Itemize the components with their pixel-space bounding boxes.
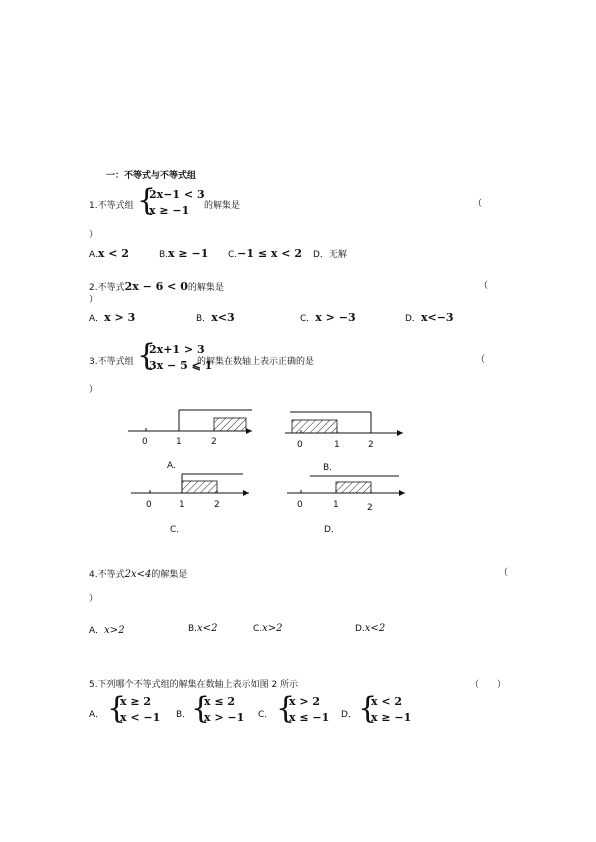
brace-icon: { — [191, 691, 211, 726]
q3-prefix: 3.不等式组 — [89, 357, 134, 367]
q4-option-d-expr: x<2 — [364, 623, 386, 634]
q2-option-a-label: A． — [89, 314, 105, 324]
q1-option-a-expr: x < 2 — [97, 247, 129, 260]
tick-label-2: 2 — [368, 440, 374, 450]
q3-paren-close: ） — [89, 385, 99, 395]
tick-label-0: 0 — [146, 500, 152, 510]
tick-label-0: 0 — [142, 437, 148, 447]
tick-label-0: 0 — [297, 440, 303, 450]
q2-option-b-expr: x<3 — [211, 311, 235, 324]
q5-option-d-row2: x ≥ −1 — [371, 711, 412, 724]
hatched-region — [336, 482, 371, 493]
option-label-b: B． — [323, 463, 339, 473]
q4-option-d[interactable] — [355, 623, 385, 634]
brace-icon: { — [137, 183, 157, 218]
hatched-region — [214, 418, 246, 431]
q1-row2: x ≥ −1 — [149, 204, 190, 217]
q5-option-a-row2: x < −1 — [120, 711, 161, 724]
q2-expr: 2x − 6 < 0 — [124, 280, 188, 293]
q5-text: 5.下列哪个不等式组的解集在数轴上表示如图 2 所示 — [89, 680, 299, 690]
q1-option-d[interactable]: D．无解 — [313, 250, 347, 260]
q5-option-c-row1: x > 2 — [289, 695, 321, 708]
section-title: 一：不等式与不等式组 — [106, 171, 197, 181]
q1-paren-open: （ — [473, 199, 483, 209]
q4-expr: 2x<4 — [124, 569, 152, 580]
q5-option-c-label[interactable]: C． — [258, 710, 274, 720]
q4-option-b-expr: x<2 — [197, 623, 218, 634]
q5-option-b-row2: x > −1 — [204, 711, 245, 724]
q4-suffix: 的解集是 — [151, 570, 188, 580]
q4-option-c-label: C. — [253, 624, 263, 634]
tick-label-2: 2 — [211, 437, 217, 447]
q2-option-c-label: C． — [300, 314, 316, 324]
hatched-region — [292, 420, 337, 433]
q1-option-c-expr: −1 ≤ x < 2 — [237, 247, 302, 260]
q2-option-d-label: D． — [405, 314, 421, 324]
q4-paren-open: （ — [499, 568, 509, 578]
arrow-right-icon — [397, 430, 403, 436]
number-line-c[interactable] — [131, 474, 249, 535]
q3-suffix: 的解集在数轴上表示正确的是 — [197, 357, 315, 367]
tick-label-0: 0 — [297, 500, 303, 510]
q1-option-c-label: C. — [228, 250, 238, 260]
q2-suffix: 的解集是 — [187, 283, 224, 293]
tick-label-1: 1 — [333, 500, 339, 510]
number-line-b[interactable] — [285, 412, 403, 473]
option-label-a: A． — [167, 461, 183, 471]
q3-row1: 2x+1 > 3 — [149, 343, 205, 356]
tick-label-2: 2 — [367, 503, 373, 513]
arrow-right-icon — [399, 490, 405, 496]
arrow-right-icon — [246, 428, 252, 434]
tick-label-2: 2 — [214, 500, 220, 510]
brace-icon: { — [358, 691, 378, 726]
q4-option-a-label: A． — [89, 626, 105, 636]
q2-option-d-expr: x<−3 — [420, 311, 454, 324]
tick-label-1: 1 — [334, 440, 340, 450]
q4-option-c[interactable] — [253, 623, 283, 634]
q2-option-b-label: B． — [196, 314, 212, 324]
number-line-d[interactable] — [287, 476, 405, 535]
q3-row2: 3x − 5 ⩽ 1 — [149, 359, 213, 372]
tick-label-1: 1 — [176, 437, 182, 447]
q1-prefix: 1.不等式组 — [89, 201, 134, 211]
q5-option-d-label[interactable]: D． — [341, 710, 357, 720]
q5-paren: （ ） — [470, 680, 507, 690]
q5-option-d-row1: x < 2 — [371, 695, 403, 708]
q5-option-b-label[interactable]: B． — [176, 710, 192, 720]
q4-line — [89, 567, 187, 580]
q2-paren-open: （ — [479, 281, 489, 291]
q2-option-c-expr: x > −3 — [315, 311, 356, 324]
option-label-d: D． — [324, 525, 340, 535]
q4-option-a[interactable] — [89, 623, 125, 636]
q2-option-a-expr: x > 3 — [104, 311, 136, 324]
q4-option-b[interactable] — [188, 623, 217, 634]
q5-option-c-row2: x ≤ −1 — [289, 711, 330, 724]
q4-option-a-expr: x>2 — [104, 625, 125, 636]
q2-prefix: 2.不等式 — [89, 283, 125, 293]
q5-option-b-row1: x ≤ 2 — [204, 695, 236, 708]
q4-option-c-expr: x>2 — [262, 623, 283, 634]
q4-prefix: 4.不等式 — [89, 570, 125, 580]
brace-icon: { — [276, 691, 296, 726]
q1-option-a-label: A. — [89, 250, 98, 260]
q4-option-d-label: D. — [355, 624, 365, 634]
q1-row1: 2x−1 < 3 — [149, 188, 205, 201]
q1-suffix: 的解集是 — [204, 201, 241, 211]
brace-icon: { — [107, 691, 127, 726]
q5-option-a-row1: x ≥ 2 — [120, 695, 152, 708]
q1-option-b-label: B. — [159, 250, 169, 260]
number-line-a[interactable] — [128, 410, 252, 471]
brace-icon: { — [137, 338, 157, 373]
tick-label-1: 1 — [179, 500, 185, 510]
q5-option-a-label[interactable]: A． — [89, 710, 105, 720]
hatched-region — [182, 481, 217, 493]
q2-paren-close: ） — [89, 295, 99, 305]
q1-paren-close: ） — [89, 230, 99, 240]
arrow-right-icon — [243, 490, 249, 496]
q3-paren-open: （ — [476, 355, 486, 365]
option-label-c: C． — [170, 525, 186, 535]
q1-option-b-expr: x ≥ −1 — [168, 247, 209, 260]
q4-option-b-label: B. — [188, 624, 198, 634]
q4-paren-close: ） — [89, 594, 99, 604]
